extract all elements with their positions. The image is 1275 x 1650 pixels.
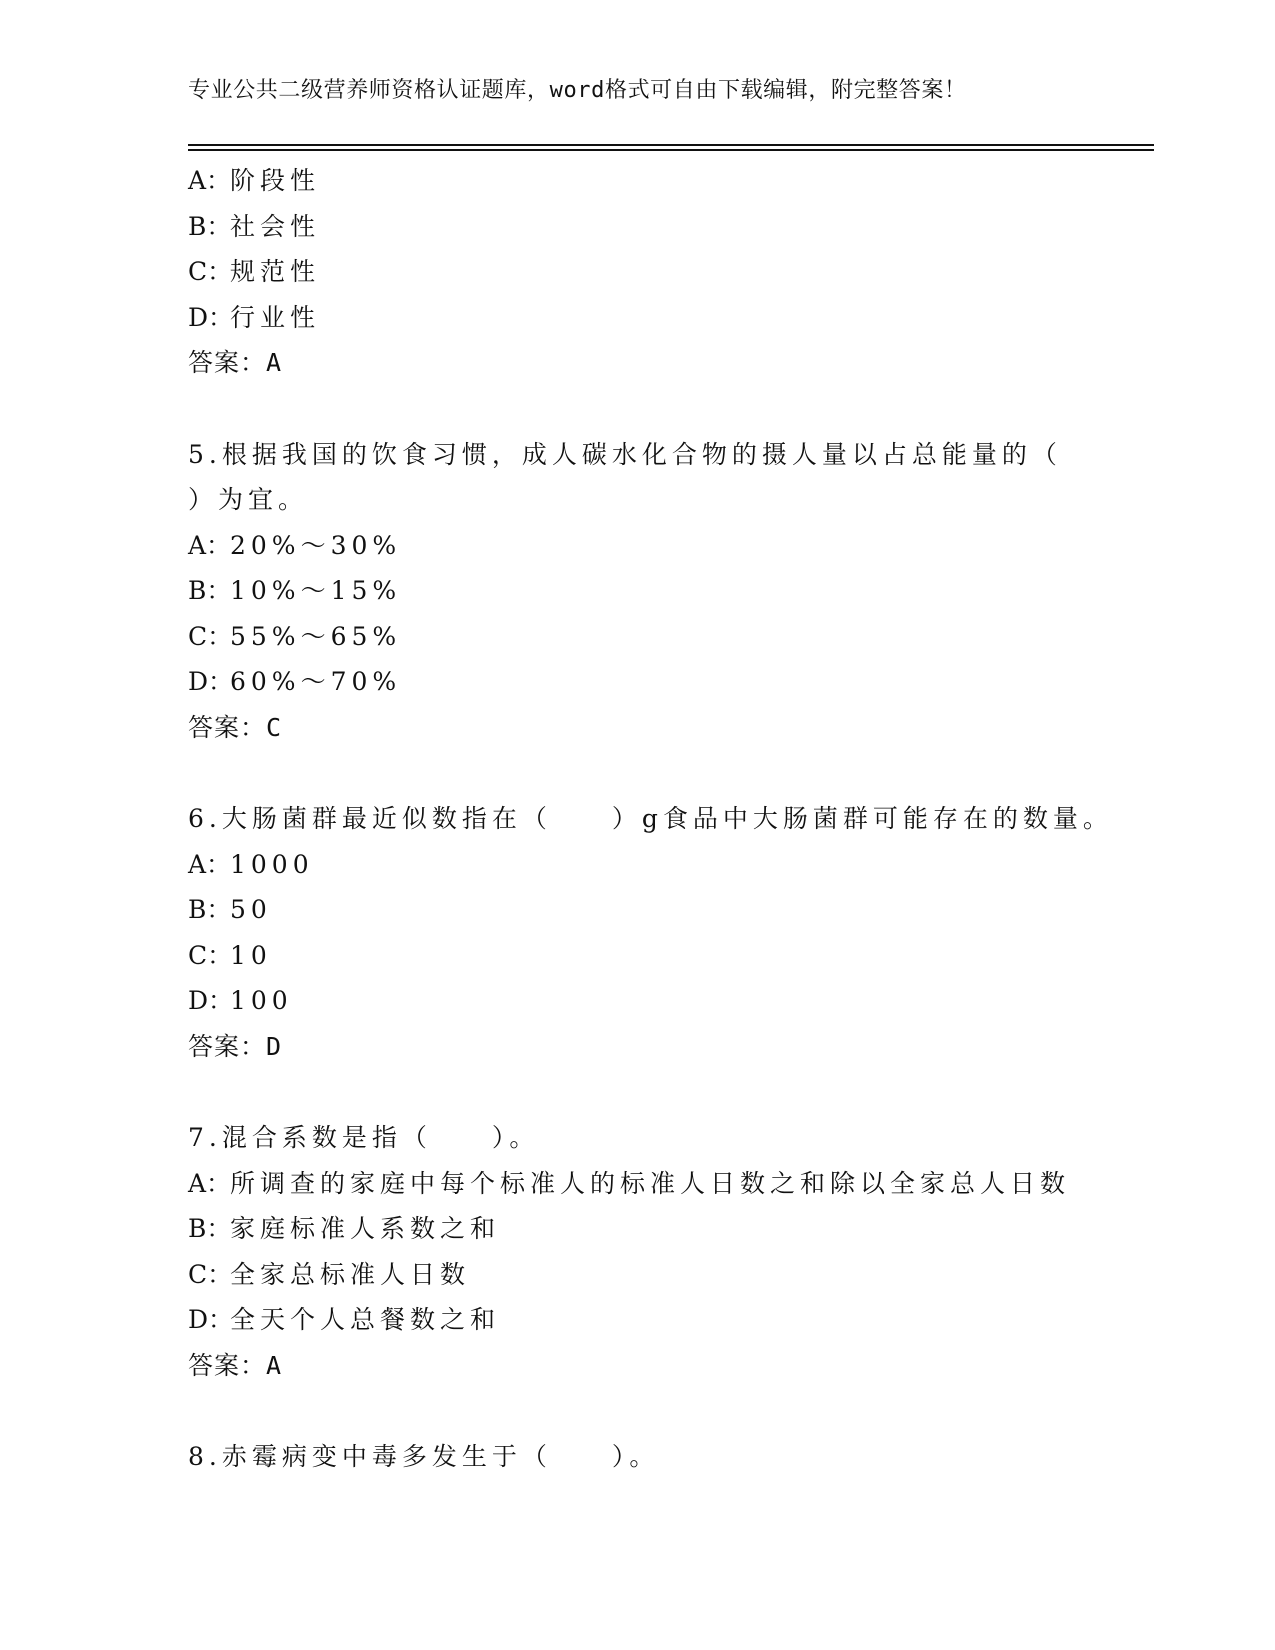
option-a: [188, 158, 1168, 204]
option-label: B：: [188, 576, 232, 605]
option-label: D：: [188, 986, 234, 1015]
option-d: [188, 1297, 1168, 1343]
option-text: 社会性: [230, 211, 321, 241]
option-d: [188, 295, 1168, 341]
option-a: [188, 842, 1168, 888]
option-c: [188, 1252, 1168, 1298]
question-stem: 5.根据我国的饮食习惯，成人碳水化合物的摄人量以占总能量的（: [188, 439, 1062, 469]
answer-line: 答案：C: [188, 712, 283, 742]
option-c: [188, 614, 1168, 660]
question-stem: 6.大肠菌群最近似数指在（ ）g食品中大肠菌群可能存在的数量。: [188, 804, 1113, 833]
option-text: 所调查的家庭中每个标准人的标准人日数之和除以全家总人日数: [230, 1168, 1071, 1198]
option-c: [188, 933, 1168, 979]
option-text: 全天个人总餐数之和: [230, 1305, 501, 1334]
option-text: 全家总标准人日数: [230, 1259, 471, 1289]
option-label: B：: [188, 895, 232, 924]
option-text: 行业性: [230, 302, 321, 332]
option-label: B：: [188, 1214, 232, 1243]
option-text: 阶段性: [230, 166, 321, 195]
option-text: 100: [230, 986, 293, 1015]
option-label: A：: [188, 1168, 232, 1198]
option-label: D：: [188, 667, 234, 696]
question-stem: 8.赤霉病变中毒多发生于（ ）。: [188, 1442, 660, 1471]
spacer: [188, 750, 1168, 796]
option-b: [188, 204, 1168, 250]
option-text: 20%～30%: [230, 530, 402, 560]
question-stem-continued: ）为宜。: [188, 485, 309, 514]
page-header: 专业公共二级营养师资格认证题库，word格式可自由下载编辑，附完整答案！: [188, 78, 967, 103]
option-c: [188, 249, 1168, 295]
option-label: C：: [188, 621, 233, 651]
spacer: [188, 386, 1168, 432]
option-label: D：: [188, 302, 234, 332]
option-text: 规范性: [230, 257, 321, 286]
option-text: 60%～70%: [230, 667, 402, 696]
spacer: [188, 1388, 1168, 1434]
option-text: 10%～15%: [230, 576, 402, 605]
option-text: 家庭标准人系数之和: [230, 1214, 501, 1243]
answer-line: 答案：A: [188, 348, 283, 377]
option-d: [188, 659, 1168, 705]
option-text: 50: [230, 895, 272, 924]
option-d: [188, 978, 1168, 1024]
option-label: C：: [188, 257, 233, 286]
option-label: B：: [188, 211, 232, 241]
question-content: [188, 158, 1168, 1480]
option-label: D：: [188, 1305, 234, 1334]
answer-line: 答案：A: [188, 1350, 283, 1380]
spacer: [188, 1069, 1168, 1115]
option-label: A：: [188, 849, 232, 879]
option-text: 10: [230, 940, 272, 970]
option-label: C：: [188, 1259, 233, 1289]
option-b: [188, 887, 1168, 933]
question-stem: 7.混合系数是指（ ）。: [188, 1123, 540, 1152]
option-a: [188, 523, 1168, 569]
option-a: [188, 1161, 1168, 1207]
question-4: [188, 158, 1168, 386]
answer-line: 答案：D: [188, 1031, 283, 1061]
option-text: 55%～65%: [230, 621, 402, 651]
question-5: [188, 432, 1168, 751]
header-divider-bottom: [188, 149, 1154, 151]
option-label: C：: [188, 940, 233, 970]
question-7: [188, 1115, 1168, 1388]
option-label: A：: [188, 530, 232, 560]
option-b: [188, 568, 1168, 614]
question-8: [188, 1434, 1168, 1480]
option-label: A：: [188, 166, 232, 195]
question-6: [188, 796, 1168, 1069]
option-text: 1000: [230, 849, 314, 879]
option-b: [188, 1206, 1168, 1252]
header-divider-top: [188, 144, 1154, 146]
